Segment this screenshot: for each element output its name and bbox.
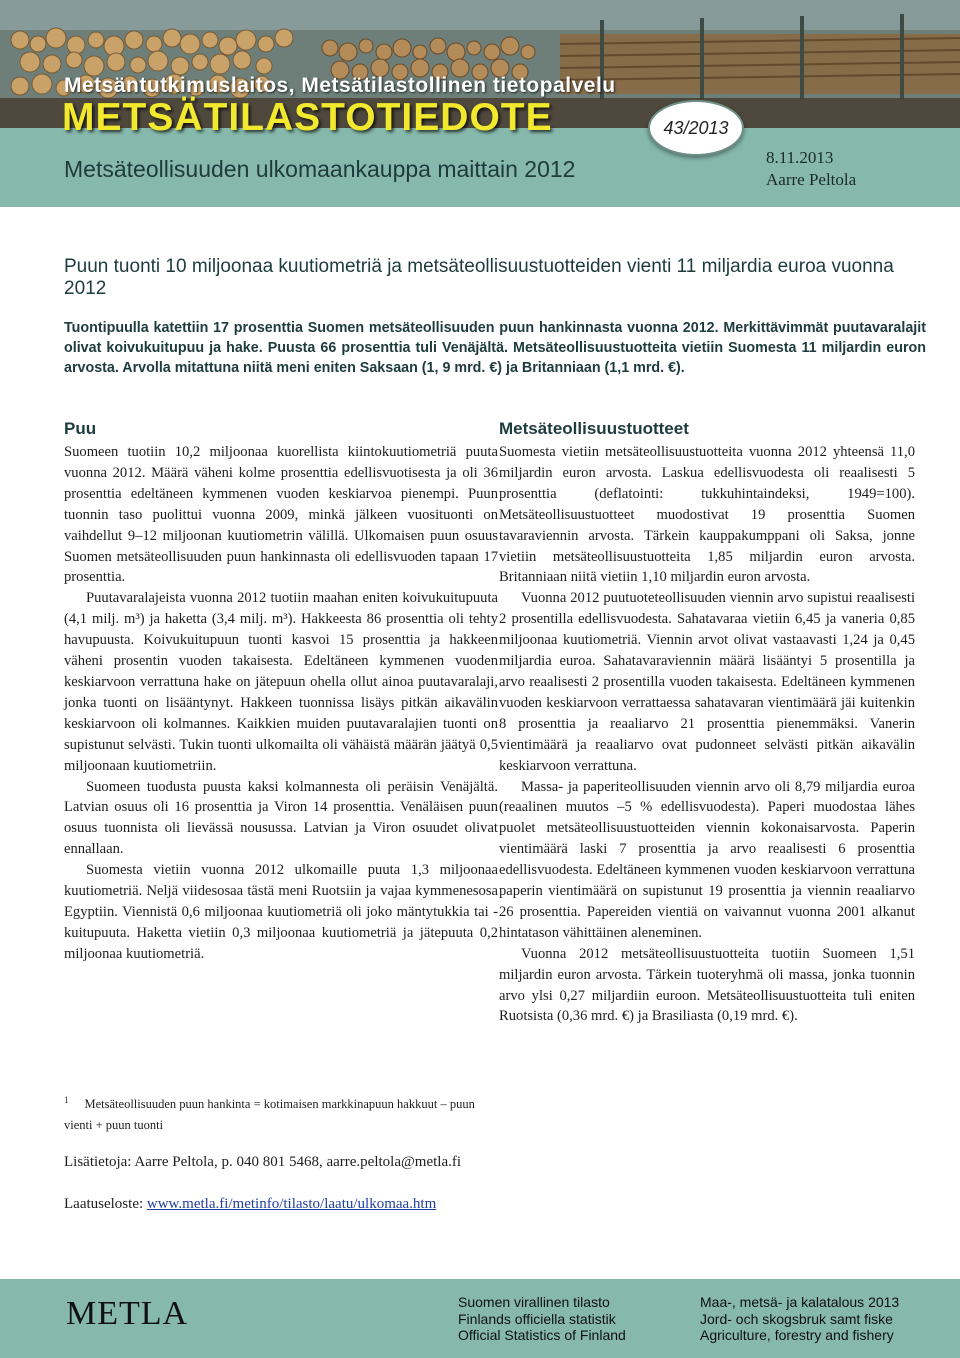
headline: Puun tuonti 10 miljoonaa kuutiometriä ja metsäteollisuustuotteiden vienti 11 miljardia euroa vuonna 2012 — [64, 256, 894, 299]
paragraph: Puutavaralajeista vuonna 2012 tuotiin maahan eniten koivukuitupuuta (4,1 milj. m³) ja haketta (3,4 milj. m³). Hakkeesta 86 prosenttia oli tehty havupuusta. Koivukuitupuun tuonti kasvoi 15 prosenttia ja hakkeen väheni prosentin vuoden takaisesta. Edeltäneen kymmenen vuoden keskiarvoon verrattuna hake on jätepuun ohella ollut ainoa puutavaralaji, jonka tuonti on lisääntynyt. Hakkeen tuonnissa lisäys pitkän aikavälin keskiarvoon oli kolmannes. Kaikkien muiden puutavaralajien tuonti on supistunut selvästi. Tukin tuonti ulkomailta oli vähäistä määrän jäätyä 0,5 miljoonaan kuutiometriin. — [64, 590, 498, 774]
category-en: Agriculture, forestry and fishery — [700, 1327, 894, 1343]
official-stats-fi: Suomen virallinen tilasto — [458, 1294, 610, 1310]
paragraph: Suomeen tuodusta puusta kaksi kolmannesta oli peräisin Venäjältä. Latvian osuus oli 16 prosenttia ja Viron 14 prosenttia. Venäläisen puun osuus tuonnista oli lievässä nousussa. Latvian ja Viron osuudet olivat ennallaan. — [64, 778, 498, 858]
official-stats-sv: Finlands officiella statistik — [458, 1310, 616, 1327]
paragraph: Suomeen tuotiin 10,2 miljoonaa kuorellista kiintokuutiometriä puuta vuonna 2012. Määrä väheni kolme prosenttia edellisvuotisesta ja oli 36 prosenttia edeltäneen kymmenen vuoden keskiarvoa pienempi. Puun tuonnin taso puolittui vuonna 2009, minkä jälkeen vuosituonti on vaihdellut 9–12 miljoonan kuutiometrin välillä. Ulkomaisen puun osuus Suomen metsäteollisuuden puun hankinnasta oli edellisvuoden tapaan 17 prosenttia. — [64, 444, 498, 586]
footnote — [64, 1090, 484, 1136]
contact-info: Lisätietoja: Aarre Peltola, p. 040 801 5468, aarre.peltola@metla.fi — [64, 1154, 462, 1170]
page-header — [0, 0, 960, 207]
paragraph: Suomesta vietiin vuonna 2012 ulkomaille puuta 1,3 miljoonaa kuutiometriä. Neljä viidesosaa tästä meni Ruotsiin ja vajaa kymmenesosa Egyptiin. Viennistä 0,6 miljoonaa kuutiometriä oli joko mäntytukkia tai -kuitupuuta. Haketta vietiin 0,3 miljoonaa kuutiometriä ja jätepuuta 0,2 miljoonaa kuutiometriä. — [64, 862, 498, 962]
statistics-category-block — [700, 1294, 899, 1344]
release-date: 8.11.2013 — [766, 148, 834, 167]
quality-link[interactable]: www.metla.fi/metinfo/tilasto/laatu/ulkomaa.htm — [146, 1196, 437, 1212]
left-column — [64, 418, 498, 965]
release-title: Metsäteollisuuden ulkomaankauppa maittain 2012 — [64, 156, 576, 182]
quality-label: Laatuseloste: — [64, 1196, 144, 1212]
organization-name: Metsäntutkimuslaitos, Metsätilastollinen tietopalvelu — [64, 74, 616, 97]
right-column — [499, 418, 915, 1027]
page-footer — [0, 1279, 960, 1358]
footnote-text: Metsäteollisuuden puun hankinta = kotimaisen markkinapuun hakkuut – puun vienti + puun tuonti — [64, 1097, 475, 1133]
quality-description — [64, 1196, 436, 1213]
official-stats-en: Official Statistics of Finland — [458, 1327, 626, 1343]
official-statistics-block — [458, 1294, 626, 1344]
section-heading-forest-products: Metsäteollisuustuotteet — [499, 419, 689, 438]
category-fi: Maa-, metsä- ja kalatalous 2013 — [700, 1294, 900, 1310]
lead-summary: Tuontipuulla katettiin 17 prosenttia Suomen metsäteollisuuden puun hankinnasta vuonna 2012. Merkittävimmät puutavaralajit olivat koivukuitupuu ja hake. Puusta 66 prosenttia tuli Venäjältä. Metsäteollisuustuotteita vietiin Suomesta 11 miljardin euron arvosta. Arvolla mitattuna niitä meni eniten Saksaan (1, 9 mrd. €) ja Britanniaan (1,1 mrd. €). — [64, 320, 926, 377]
section-heading-wood: Puu — [64, 419, 97, 438]
footnote-marker: 1 — [64, 1095, 69, 1105]
category-sv: Jord- och skogsbruk samt fiske — [700, 1310, 893, 1327]
series-title: METSÄTILASTOTIEDOTE — [62, 96, 553, 139]
paragraph: Vuonna 2012 puutuoteteollisuuden viennin arvo supistui reaalisesti 2 prosentilla edellisvuodesta. Sahatavaraa vietiin 6,45 ja vaneria 0,85 miljoonaa kuutiometriä. Viennin arvot olivat vastaavasti 1,24 ja 0,45 miljardia euroa. Sahatavaraviennin määrä lisääntyi 5 prosentilla ja arvo reaalisesti 2 prosentilla vuoden takaisesta. Edeltäneen kymmenen vuoden keskiarvoon verrattaessa sahatavaran vientimäärä jäi kuitenkin 8 prosenttia ja reaaliarvo 21 prosenttia pienemmäksi. Vanerin vientimäärä ja reaaliarvo ovat pudonneet selvästi pitkän aikavälin keskiarvoon verrattuna. — [499, 590, 915, 774]
issue-number: 43/2013 — [663, 117, 729, 138]
paragraph: Vuonna 2012 metsäteollisuustuotteita tuotiin Suomeen 1,51 miljardin euron arvosta. Tärkein tuoteryhmä oli massa, jonka tuonnin arvo ylsi 0,27 miljardiin euroon. Metsäteollisuustuotteita tuli eniten Ruotsista (0,36 mrd. €) ja Brasiliasta (0,19 mrd. €). — [499, 945, 915, 1025]
paragraph: Suomesta vietiin metsäteollisuustuotteita vuonna 2012 yhteensä 11,0 miljardin euron arvosta. Laskua edellisvuodesta oli reaalisesti 5 prosenttia (deflatointi: tukkuhintaindeksi, 1949=100). Metsäteollisuustuotteet muodostivat 19 prosenttia Suomen tavaraviennin arvosta. Tärkein kauppakumppani oli Saksa, jonne vietiin metsäteollisuustuotteita 1,85 miljardin euron arvosta. Britanniaan niitä vietiin 1,10 miljardin euron arvosta. — [499, 444, 915, 586]
issue-badge — [648, 100, 744, 156]
paragraph: Massa- ja paperiteollisuuden viennin arvo oli 8,79 miljardia euroa (reaalinen muutos –5 % edellisvuodesta). Paperi muodostaa lähes puolet metsäteollisuustuotteiden viennin kokonaisarvosta. Paperin vientimäärä laski 7 prosenttia ja arvo reaalisesti 6 prosenttia edellisvuodesta. Edeltäneen kymmenen vuoden keskiarvoon verrattuna paperin vientimäärä on supistunut 19 prosenttia ja viennin reaaliarvo 26 prosenttia. Papereiden vientiä on vaivannut vuonna 2001 alkanut hintatason vähittäinen aleneminen. — [499, 778, 915, 941]
release-author: Aarre Peltola — [766, 170, 857, 189]
metla-logo: METLA — [66, 1295, 189, 1332]
